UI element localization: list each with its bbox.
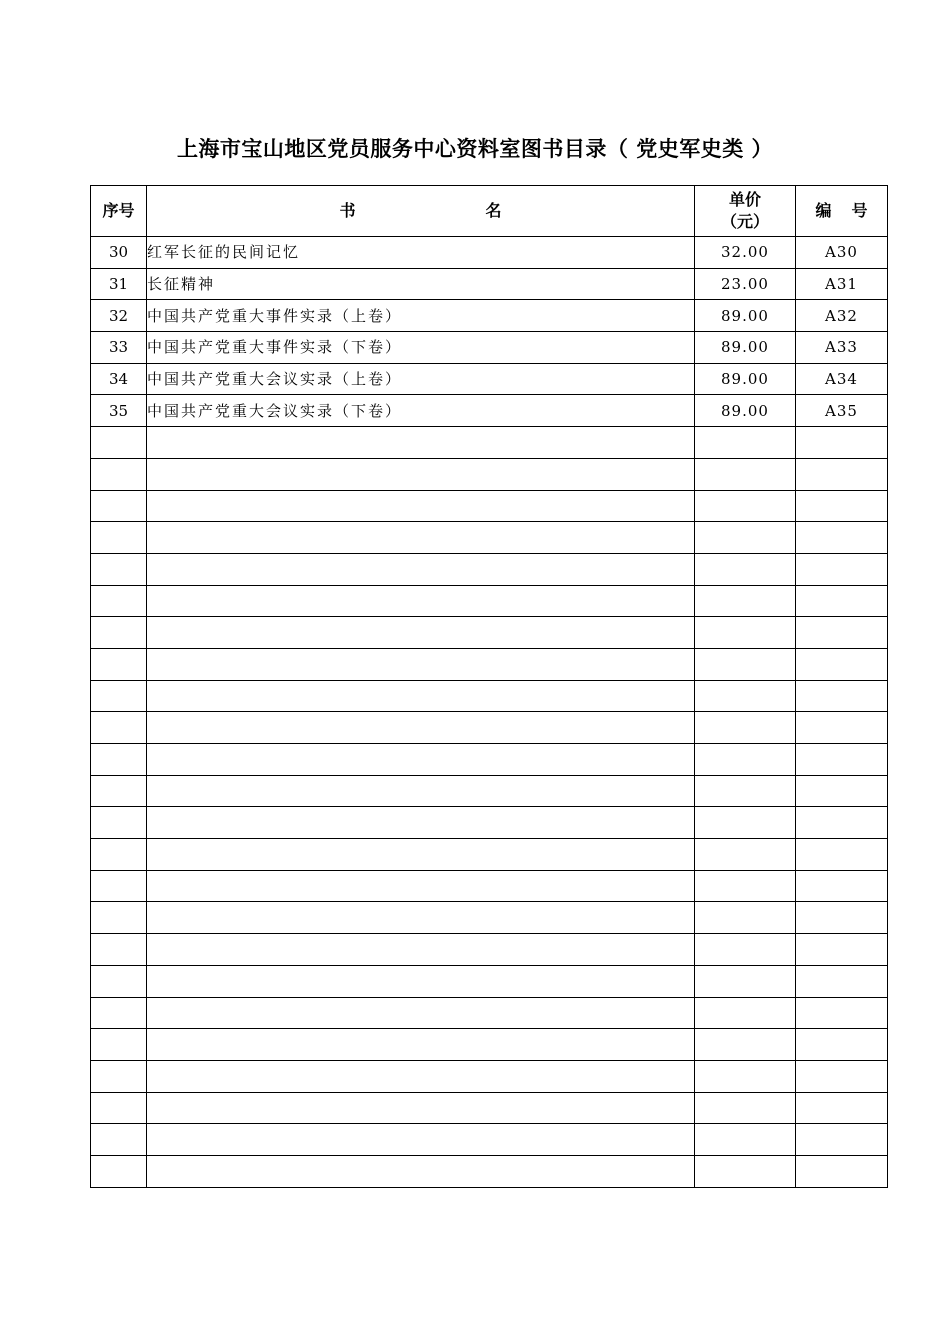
row-price-cell (695, 680, 796, 712)
table-row (91, 680, 888, 712)
row-code-cell (796, 1124, 888, 1156)
row-seq-cell (91, 1029, 147, 1061)
row-seq-cell (91, 553, 147, 585)
row-code-cell (796, 965, 888, 997)
row-book-name-cell (147, 680, 695, 712)
table-row (91, 458, 888, 490)
row-seq-cell: 31 (91, 268, 147, 300)
row-code-cell (796, 744, 888, 776)
row-price-cell (695, 839, 796, 871)
row-code-cell (796, 1060, 888, 1092)
row-price-cell (695, 1060, 796, 1092)
row-seq-cell (91, 870, 147, 902)
row-seq-cell (91, 807, 147, 839)
row-code-cell (796, 712, 888, 744)
row-seq-cell (91, 997, 147, 1029)
row-book-name-cell (147, 490, 695, 522)
row-seq-cell (91, 934, 147, 966)
row-code-cell (796, 617, 888, 649)
row-code-cell: A30 (796, 237, 888, 269)
row-code-cell (796, 553, 888, 585)
table-row (91, 712, 888, 744)
row-code-cell: A34 (796, 363, 888, 395)
row-price-cell (695, 1124, 796, 1156)
table-row (91, 553, 888, 585)
table-row (91, 237, 888, 269)
row-price-cell (695, 553, 796, 585)
row-price-cell (695, 1092, 796, 1124)
table-row (91, 839, 888, 871)
row-seq-cell (91, 1092, 147, 1124)
row-price-cell (695, 522, 796, 554)
row-code-cell (796, 1092, 888, 1124)
row-code-cell (796, 458, 888, 490)
row-code-cell (796, 490, 888, 522)
row-book-name-cell (147, 1092, 695, 1124)
row-code-cell (796, 427, 888, 459)
row-code-cell (796, 648, 888, 680)
row-seq-cell (91, 839, 147, 871)
row-book-name-cell (147, 458, 695, 490)
row-book-name-cell (147, 648, 695, 680)
row-book-name-cell: 中国共产党重大会议实录（上卷） (147, 363, 695, 395)
header-book-name-char1: 书 (339, 201, 356, 220)
row-seq-cell (91, 965, 147, 997)
row-price-cell: 89.00 (695, 332, 796, 364)
row-seq-cell: 32 (91, 300, 147, 332)
row-seq-cell (91, 585, 147, 617)
row-code-cell (796, 870, 888, 902)
row-price-cell (695, 617, 796, 649)
row-book-name-cell (147, 1029, 695, 1061)
row-code-cell (796, 522, 888, 554)
table-row (91, 902, 888, 934)
row-seq-cell: 30 (91, 237, 147, 269)
row-seq-cell (91, 712, 147, 744)
row-code-cell (796, 807, 888, 839)
row-book-name-cell (147, 1124, 695, 1156)
table-row (91, 870, 888, 902)
table-row (91, 617, 888, 649)
row-book-name-cell (147, 870, 695, 902)
row-price-cell (695, 775, 796, 807)
row-code-cell (796, 775, 888, 807)
row-seq-cell (91, 617, 147, 649)
row-book-name-cell (147, 553, 695, 585)
row-price-cell (695, 490, 796, 522)
row-book-name-cell (147, 775, 695, 807)
row-price-cell: 32.00 (695, 237, 796, 269)
row-book-name-cell (147, 712, 695, 744)
header-unit-price (695, 186, 796, 237)
row-book-name-cell (147, 934, 695, 966)
header-seq: 序号 (91, 186, 147, 237)
table-row (91, 744, 888, 776)
table-header-row (91, 186, 888, 237)
row-price-cell (695, 744, 796, 776)
table-row (91, 1155, 888, 1187)
row-code-cell (796, 997, 888, 1029)
table-row (91, 395, 888, 427)
table-row (91, 490, 888, 522)
row-price-cell (695, 934, 796, 966)
row-book-name-cell: 长征精神 (147, 268, 695, 300)
row-price-cell (695, 807, 796, 839)
row-code-cell (796, 585, 888, 617)
row-code-cell: A31 (796, 268, 888, 300)
table-row (91, 965, 888, 997)
row-book-name-cell (147, 744, 695, 776)
row-price-cell (695, 712, 796, 744)
row-seq-cell: 35 (91, 395, 147, 427)
row-book-name-cell: 中国共产党重大事件实录（上卷） (147, 300, 695, 332)
table-row (91, 934, 888, 966)
row-seq-cell (91, 775, 147, 807)
row-code-cell (796, 1029, 888, 1061)
row-price-cell: 89.00 (695, 395, 796, 427)
row-book-name-cell (147, 427, 695, 459)
row-code-cell: A33 (796, 332, 888, 364)
row-seq-cell (91, 458, 147, 490)
row-code-cell (796, 1155, 888, 1187)
row-book-name-cell (147, 807, 695, 839)
row-code-cell (796, 839, 888, 871)
row-price-cell (695, 997, 796, 1029)
row-book-name-cell (147, 1155, 695, 1187)
table-row (91, 1060, 888, 1092)
table-row (91, 363, 888, 395)
book-catalog-table (90, 185, 888, 1188)
row-seq-cell: 34 (91, 363, 147, 395)
row-price-cell (695, 648, 796, 680)
row-seq-cell (91, 427, 147, 459)
row-book-name-cell (147, 902, 695, 934)
table-row (91, 775, 888, 807)
row-book-name-cell (147, 585, 695, 617)
row-seq-cell (91, 1124, 147, 1156)
row-price-cell: 89.00 (695, 300, 796, 332)
row-price-cell: 89.00 (695, 363, 796, 395)
row-book-name-cell: 红军长征的民间记忆 (147, 237, 695, 269)
row-code-cell (796, 902, 888, 934)
row-seq-cell (91, 522, 147, 554)
table-row (91, 268, 888, 300)
row-seq-cell (91, 490, 147, 522)
row-code-cell: A35 (796, 395, 888, 427)
row-seq-cell (91, 1060, 147, 1092)
row-price-cell (695, 965, 796, 997)
row-seq-cell: 33 (91, 332, 147, 364)
header-code-char2: 号 (851, 201, 868, 220)
row-price-cell (695, 585, 796, 617)
header-book-name-char2: 名 (485, 201, 502, 220)
row-book-name-cell: 中国共产党重大会议实录（下卷） (147, 395, 695, 427)
table-row (91, 997, 888, 1029)
row-book-name-cell (147, 965, 695, 997)
header-unit-price-line2: （元） (720, 212, 769, 231)
row-book-name-cell (147, 522, 695, 554)
row-seq-cell (91, 648, 147, 680)
row-seq-cell (91, 1155, 147, 1187)
row-seq-cell (91, 744, 147, 776)
table-row (91, 427, 888, 459)
header-code (796, 186, 888, 237)
row-book-name-cell (147, 839, 695, 871)
header-book-name (147, 186, 695, 237)
table-row (91, 585, 888, 617)
table-row (91, 807, 888, 839)
row-price-cell (695, 458, 796, 490)
table-row (91, 522, 888, 554)
row-code-cell (796, 680, 888, 712)
row-code-cell (796, 934, 888, 966)
row-code-cell: A32 (796, 300, 888, 332)
row-price-cell (695, 1155, 796, 1187)
table-row (91, 1092, 888, 1124)
row-price-cell (695, 870, 796, 902)
row-price-cell (695, 427, 796, 459)
table-row (91, 1124, 888, 1156)
header-unit-price-line1: 单价 (728, 190, 761, 209)
row-book-name-cell (147, 997, 695, 1029)
table-row (91, 300, 888, 332)
row-price-cell (695, 902, 796, 934)
table-row (91, 648, 888, 680)
row-price-cell (695, 1029, 796, 1061)
header-code-char1: 编 (815, 201, 832, 220)
table-row (91, 332, 888, 364)
page-title: 上海市宝山地区党员服务中心资料室图书目录（ 党史军史类 ） (176, 137, 774, 161)
row-book-name-cell (147, 1060, 695, 1092)
row-seq-cell (91, 680, 147, 712)
row-seq-cell (91, 902, 147, 934)
row-book-name-cell: 中国共产党重大事件实录（下卷） (147, 332, 695, 364)
row-book-name-cell (147, 617, 695, 649)
table-body (91, 237, 888, 1188)
row-price-cell: 23.00 (695, 268, 796, 300)
table-row (91, 1029, 888, 1061)
